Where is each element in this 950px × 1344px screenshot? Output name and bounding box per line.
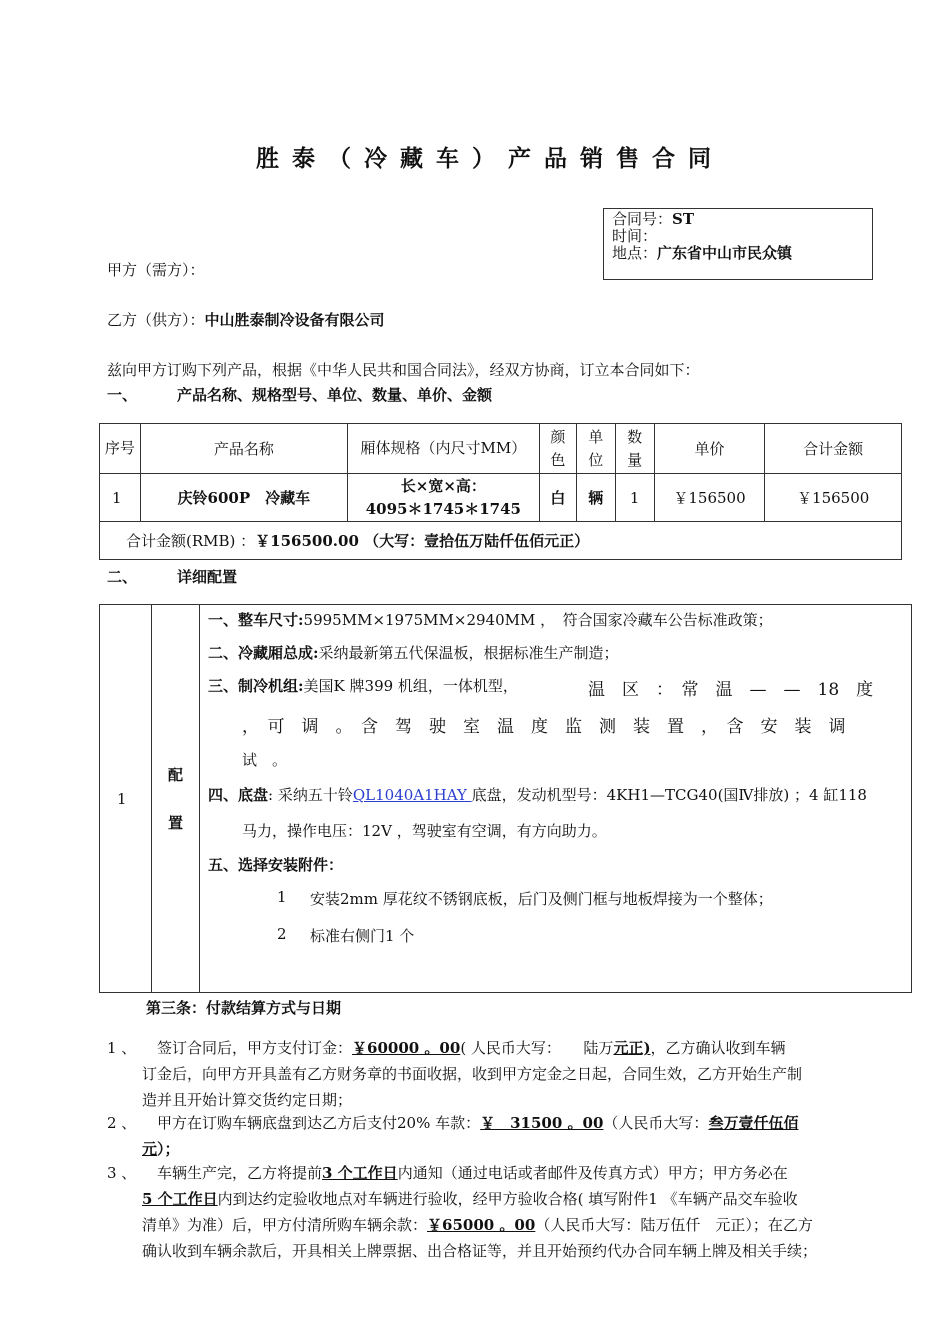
payment-3-line4: 确认收到车辆余款后，开具相关上牌票据、出合格证等，并且开始预约代办合同车辆上牌及相关手续；: [142, 1242, 818, 1260]
config-item-3: [208, 675, 518, 696]
page-title: 胜泰（冷藏车）产品销售合同: [256, 146, 724, 172]
total-label: 合计金额(RMB) ：: [126, 532, 256, 550]
payment-2-amount: ￥ 31500 。00: [480, 1114, 604, 1132]
payment-2-text-c: 叁万壹仟伍佰: [708, 1114, 799, 1132]
config-item-1: [208, 609, 773, 630]
section-1-num: 一、: [107, 386, 138, 404]
row-spec: [347, 474, 539, 522]
chassis-model-link[interactable]: QL1040A1HAY: [352, 786, 472, 804]
payment-1-text-d: ，乙方确认收到车辆: [650, 1039, 786, 1057]
row-total: ￥156500: [765, 474, 902, 522]
header-total: 合计金额: [765, 424, 902, 474]
party-a: 甲方（需方）：: [107, 261, 205, 279]
payment-2-num: 2 、: [107, 1114, 137, 1132]
payment-2-text-b: （人民币大写：: [603, 1114, 709, 1132]
config-label-1: 配: [167, 765, 183, 784]
config-item-3-line3: 试 。: [242, 751, 288, 769]
product-table: [99, 423, 902, 560]
payment-3-text-b: 内通知（通过电话或者邮件及传真方式）甲方；甲方务必在: [397, 1164, 788, 1182]
payment-clause-3: [107, 1160, 897, 1264]
payment-1-line3: 造并且开始计算交货约定日期；: [142, 1091, 353, 1109]
intro-text: 兹向甲方订购下列产品，根据《中华人民共和国合同法》，经双方协商，订立本合同如下：: [107, 361, 700, 379]
party-b-name: 中山胜泰制冷设备有限公司: [204, 311, 385, 329]
config-item-4-text-b: 底盘，发动机型号：4KH1—TCG40(国Ⅳ排放) ；4 缸118: [471, 786, 867, 804]
payment-clause-2: [107, 1110, 897, 1162]
config-item-1-text: 5995MM×1975MM×2940MM ， 符合国家冷藏车公告标准政策；: [303, 611, 773, 629]
config-table: [99, 604, 912, 993]
payment-1-text-a: 签订合同后，甲方支付订金：: [142, 1039, 353, 1057]
payment-3-line3b: （人民币大写：陆万伍仟 元正）；在乙方: [535, 1216, 813, 1234]
config-item-2-text: 采纳最新第五代保温板，根据标准生产制造；: [318, 644, 619, 662]
contract-no: ST: [672, 210, 695, 228]
header-name: 产品名称: [140, 424, 347, 474]
contract-info-box: [603, 208, 873, 280]
row-no: 1: [100, 474, 141, 522]
payment-1-num: 1 、: [107, 1039, 137, 1057]
total-value: ￥156500.00 （大写：壹拾伍万陆仟伍佰元正）: [255, 532, 590, 550]
place-label: 地点：: [612, 244, 658, 262]
header-unit: 单位: [576, 424, 615, 474]
config-item-2-label: 二、冷藏厢总成:: [208, 644, 319, 662]
config-item-4: [208, 784, 867, 805]
payment-3-days-1: 3 个工作日: [322, 1164, 398, 1182]
total-row: [100, 522, 902, 560]
total-cell: [100, 522, 902, 560]
payment-3-amount: ￥65000 。00: [427, 1216, 536, 1234]
accessory-1-num: 1: [277, 888, 287, 906]
accessory-1-text: 安装2mm 厚花纹不锈钢底板，后门及侧门框与地板焊接为一个整体；: [310, 890, 773, 908]
accessory-2-num: 2: [277, 925, 287, 943]
config-item-2: [208, 642, 619, 663]
config-details: [200, 605, 912, 993]
row-price: ￥156500: [654, 474, 765, 522]
product-table-header: [100, 424, 902, 474]
payment-1-line2: 订金后，向甲方开具盖有乙方财务章的书面收据，收到甲方定金之日起，合同生效，乙方开始生产制: [142, 1065, 803, 1083]
payment-3-days-2: 5 个工作日: [142, 1190, 218, 1208]
row-name: 庆铃600P 冷藏车: [140, 474, 347, 522]
header-price: 单价: [654, 424, 765, 474]
party-b: [107, 309, 385, 330]
payment-3-num: 3 、: [107, 1164, 137, 1182]
section-1-title: 产品名称、规格型号、单位、数量、单价、金额: [177, 386, 493, 404]
payment-1-text-c: 元正): [613, 1039, 651, 1057]
config-label: [152, 605, 200, 993]
payment-2-line2: 元: [142, 1140, 158, 1158]
section-1-heading: [107, 384, 492, 405]
config-label-2: 置: [167, 813, 183, 832]
config-item-3-text: 美国K 牌399 机组，一体机型，: [303, 677, 518, 695]
row-spec-line2: 4095＊1745＊1745: [365, 499, 521, 518]
payment-3-text-c: 内到达约定验收地点对车辆进行验收，经甲方验收合格( 填写附件1 《车辆产品交车验收: [217, 1190, 798, 1208]
accessory-2-text: 标准右侧门1 个: [310, 927, 415, 945]
header-spec: 厢体规格（内尺寸MM）: [347, 424, 539, 474]
payment-3-line3a: 清单》为准）后，甲方付清所购车辆余款：: [142, 1216, 428, 1234]
payment-2-text-a: 甲方在订购车辆底盘到达乙方后支付20% 车款：: [142, 1114, 481, 1132]
row-color: 白: [539, 474, 576, 522]
contract-no-label: 合同号：: [612, 210, 673, 228]
section-3-heading: 第三条：付款结算方式与日期: [146, 999, 342, 1017]
place-value: 广东省中山市民众镇: [657, 244, 793, 262]
config-item-3-spread: 温 区 ： 常 温 — — 18 度: [588, 680, 874, 700]
party-b-label: 乙方（供方）：: [107, 311, 205, 329]
header-color: 颜色: [539, 424, 576, 474]
config-item-3-line2: ， 可 调 。 含 驾 驶 室 温 度 监 测 装 置 ， 含 安 装 调: [242, 717, 846, 737]
section-2-num: 二、: [107, 568, 138, 586]
row-qty: 1: [615, 474, 654, 522]
payment-1-amount: ￥60000 。00: [352, 1039, 461, 1057]
payment-2-line2b: ）；: [157, 1140, 180, 1158]
config-item-4-label: 四、底盘: [208, 786, 269, 804]
product-row: [100, 474, 902, 522]
config-no: 1: [100, 605, 152, 993]
payment-1-text-b: ( 人民币大写： 陆万: [460, 1039, 614, 1057]
time-label: 时间：: [612, 227, 658, 245]
payment-clause-1: [107, 1035, 897, 1113]
header-qty: 数量: [615, 424, 654, 474]
config-row: [100, 605, 912, 993]
config-item-4-line2: 马力，操作电压：12V ，驾驶室有空调，有方向助力。: [242, 822, 607, 840]
section-2-title: 详细配置: [177, 568, 238, 586]
row-unit: 辆: [576, 474, 615, 522]
config-item-1-label: 一、整车尺寸:: [208, 611, 304, 629]
header-no: 序号: [100, 424, 141, 474]
config-item-4-text-a: : 采纳五十铃: [268, 786, 353, 804]
config-item-3-label: 三、制冷机组:: [208, 677, 304, 695]
row-spec-line1: 长×宽×高：: [400, 476, 486, 495]
payment-3-text-a: 车辆生产完，乙方将提前: [142, 1164, 323, 1182]
config-item-5: 五、选择安装附件：: [208, 856, 344, 874]
section-2-heading: [107, 566, 237, 587]
